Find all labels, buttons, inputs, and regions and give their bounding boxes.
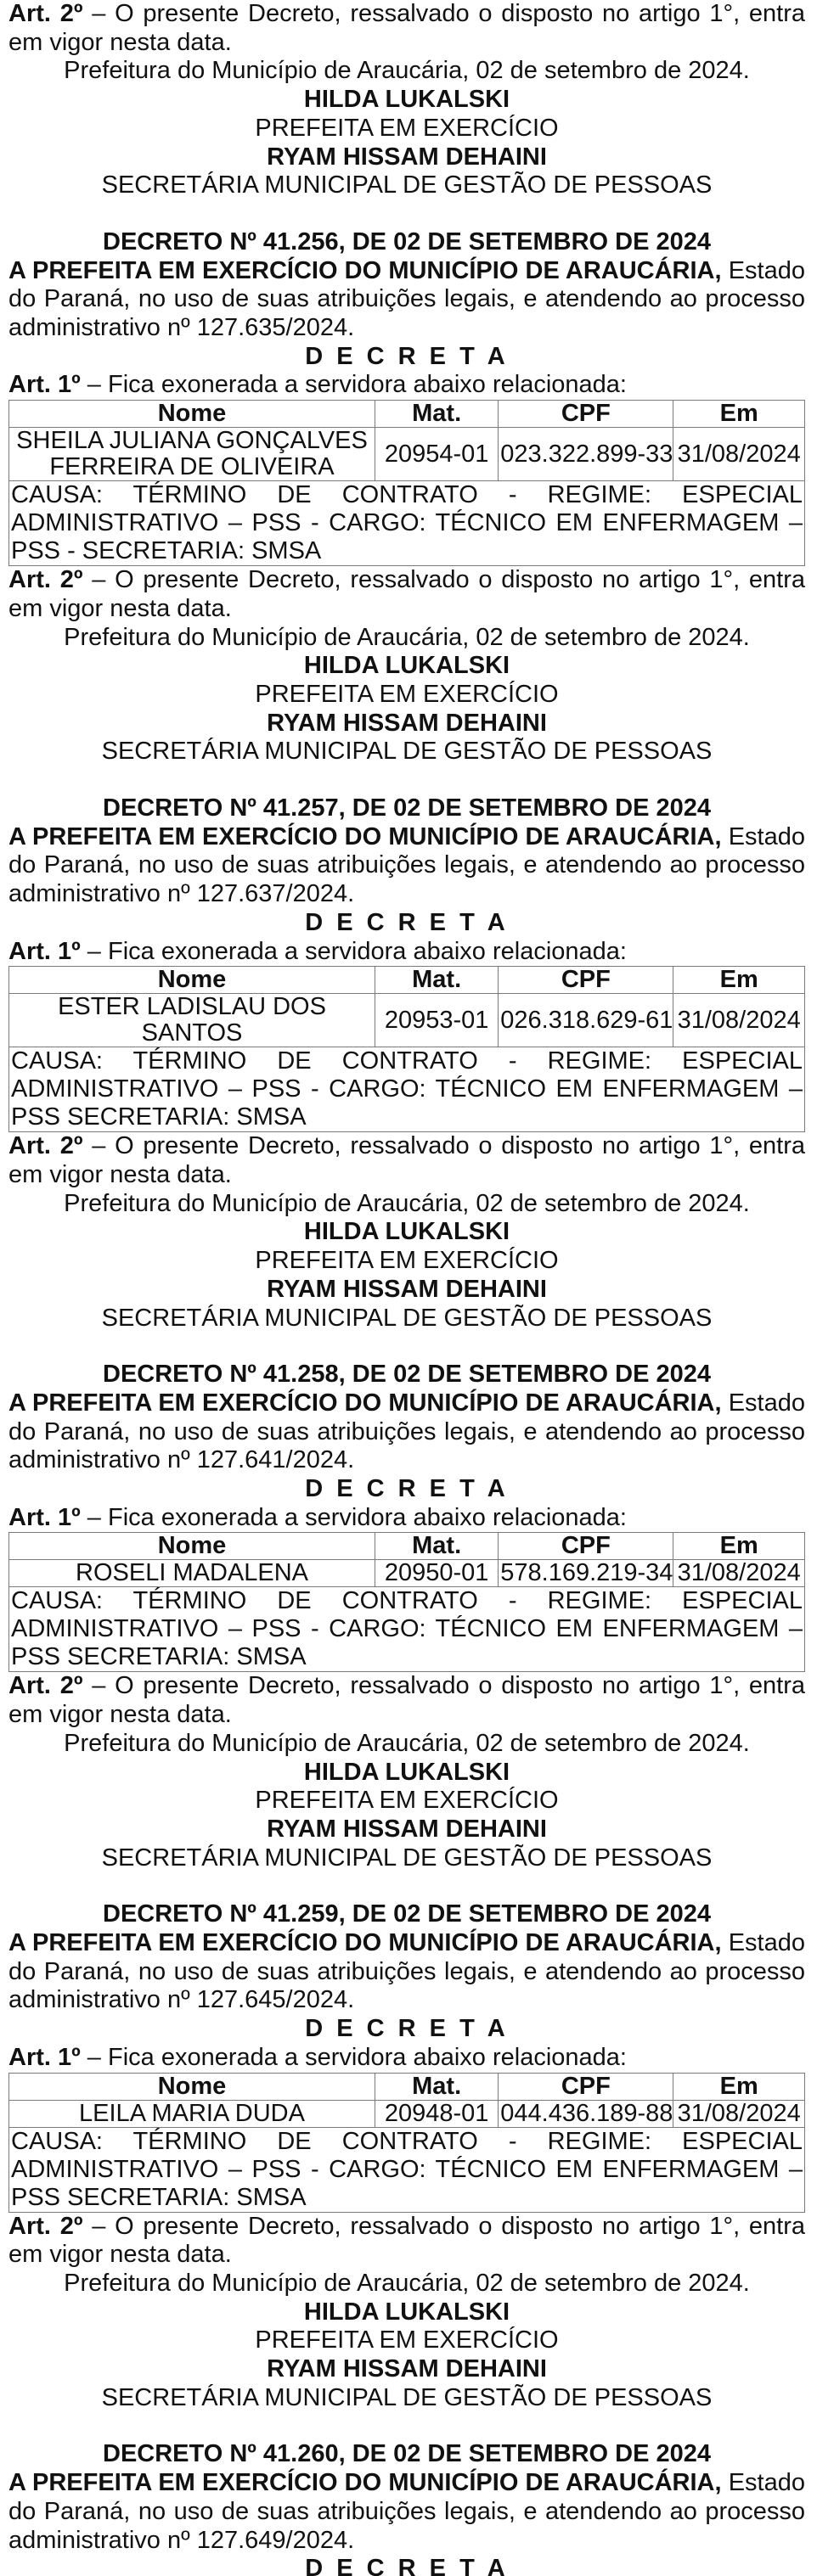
table-cause-row: [9, 1047, 805, 1132]
signer-2-role: SECRETÁRIA MUNICIPAL DE GESTÃO DE PESSOAS: [101, 1304, 713, 1332]
cell-nome: ESTER LADISLAU DOS SANTOS: [9, 994, 375, 1047]
header-mat: Mat.: [375, 401, 499, 428]
signer-1-role: PREFEITA EM EXERCÍCIO: [255, 2326, 559, 2354]
table-row: [9, 2100, 805, 2127]
cell-cpf: 578.169.219-34: [499, 1560, 673, 1587]
table-cause-row: [9, 2127, 805, 2212]
servant-table: [8, 966, 805, 1132]
decree-41258: [8, 1361, 805, 1872]
signer-1-name: HILDA LUKALSKI: [303, 1218, 510, 1246]
cell-em: 31/08/2024: [673, 1560, 805, 1587]
decree-title: DECRETO Nº 41.259, DE 02 DE SETEMBRO DE 2024: [103, 1900, 711, 1928]
intro-text: Estado do Paraná, no uso de suas atribuições legais, e atendendo ao processo administrativo nº 127.641/2024.: [8, 1389, 806, 1474]
place-date: Prefeitura do Município de Araucária, 02 de setembro de 2024.: [64, 623, 750, 651]
table-cause-row: [9, 1587, 805, 1672]
decreta-heading: D E C R E T A: [305, 2015, 509, 2043]
article-2: [8, 0, 805, 57]
header-nome: Nome: [9, 401, 375, 428]
cell-cause: CAUSA: TÉRMINO DE CONTRATO - REGIME: ESPECIAL ADMINISTRATIVO – PSS - CARGO: TÉCNICO EM ENFERMAGEM – PSS SECRETARIA: SMSA: [9, 1587, 805, 1672]
header-cpf: CPF: [499, 2073, 673, 2100]
signer-2-name: RYAM HISSAM DEHAINI: [267, 1275, 547, 1303]
header-nome: Nome: [9, 1533, 375, 1560]
signer-1-role: PREFEITA EM EXERCÍCIO: [255, 1787, 559, 1815]
decree-intro: [8, 823, 805, 909]
header-em: Em: [673, 401, 805, 428]
decree-41259: [8, 1900, 805, 2412]
cell-nome: SHEILA JULIANA GONÇALVES FERREIRA DE OLIVEIRA: [9, 428, 375, 481]
servant-table: [8, 400, 805, 566]
header-cpf: CPF: [499, 1533, 673, 1560]
intro-text: Estado do Paraná, no uso de suas atribuições legais, e atendendo ao processo administrativo nº 127.649/2024.: [8, 2469, 806, 2554]
article-1-text: – Fica exonerada a servidora abaixo relacionada:: [80, 1503, 627, 1531]
article-1: [8, 1504, 805, 1533]
intro-authority: A PREFEITA EM EXERCÍCIO DO MUNICÍPIO DE ARAUCÁRIA,: [8, 1389, 722, 1417]
intro-text: Estado do Paraná, no uso de suas atribuições legais, e atendendo ao processo administrativo nº 127.637/2024.: [8, 822, 806, 908]
signer-2-name: RYAM HISSAM DEHAINI: [267, 2355, 547, 2383]
header-mat: Mat.: [375, 1533, 499, 1560]
article-2-text: – O presente Decreto, ressalvado o disposto no artigo 1°, entra em vigor nesta data.: [8, 2212, 805, 2269]
place-date: Prefeitura do Município de Araucária, 02 de setembro de 2024.: [64, 57, 750, 85]
signer-2-name: RYAM HISSAM DEHAINI: [267, 143, 547, 171]
cell-nome: LEILA MARIA DUDA: [9, 2100, 375, 2127]
cell-em: 31/08/2024: [673, 2100, 805, 2127]
place-date: Prefeitura do Município de Araucária, 02 de setembro de 2024.: [64, 1729, 750, 1757]
intro-text: Estado do Paraná, no uso de suas atribuições legais, e atendendo ao processo administrativo nº 127.635/2024.: [8, 256, 806, 342]
signer-2-role: SECRETÁRIA MUNICIPAL DE GESTÃO DE PESSOAS: [101, 1844, 713, 1872]
decree-title: DECRETO Nº 41.257, DE 02 DE SETEMBRO DE 2024: [103, 794, 711, 822]
cell-cpf: 044.436.189-88: [499, 2100, 673, 2127]
article-1-label: Art. 1º: [8, 2043, 81, 2071]
signer-1-name: HILDA LUKALSKI: [303, 1758, 510, 1786]
article-1: [8, 371, 805, 400]
signer-1-role: PREFEITA EM EXERCÍCIO: [255, 680, 559, 708]
cell-cause: CAUSA: TÉRMINO DE CONTRATO - REGIME: ESPECIAL ADMINISTRATIVO – PSS - CARGO: TÉCNICO EM ENFERMAGEM – PSS SECRETARIA: SMSA: [9, 2127, 805, 2212]
article-2-label: Art. 2º: [8, 566, 83, 594]
article-1-text: – Fica exonerada a servidora abaixo relacionada:: [80, 2043, 627, 2071]
decree-title: DECRETO Nº 41.258, DE 02 DE SETEMBRO DE 2024: [103, 1361, 711, 1389]
decree-intro: [8, 1389, 805, 1475]
header-cpf: CPF: [499, 401, 673, 428]
table-header-row: [9, 2073, 805, 2100]
cell-mat: 20948-01: [375, 2100, 499, 2127]
decree-title: DECRETO Nº 41.256, DE 02 DE SETEMBRO DE 2024: [103, 227, 711, 255]
signer-2-role: SECRETÁRIA MUNICIPAL DE GESTÃO DE PESSOAS: [101, 738, 713, 766]
signer-2-name: RYAM HISSAM DEHAINI: [267, 1815, 547, 1843]
decreta-heading: D E C R E T A: [305, 908, 509, 936]
intro-authority: A PREFEITA EM EXERCÍCIO DO MUNICÍPIO DE ARAUCÁRIA,: [8, 1929, 722, 1957]
decree-tail: [8, 0, 805, 200]
header-em: Em: [673, 967, 805, 994]
article-2-text: – O presente Decreto, ressalvado o disposto no artigo 1°, entra em vigor nesta data.: [8, 1672, 805, 1729]
cell-cause: CAUSA: TÉRMINO DE CONTRATO - REGIME: ESPECIAL ADMINISTRATIVO – PSS - CARGO: TÉCNICO EM ENFERMAGEM – PSS SECRETARIA: SMSA: [9, 1047, 805, 1132]
decree-intro: [8, 257, 805, 343]
table-row: [9, 428, 805, 481]
article-1-label: Art. 1º: [8, 371, 81, 399]
article-2: [8, 1132, 805, 1189]
article-2-label: Art. 2º: [8, 1132, 83, 1160]
table-header-row: [9, 401, 805, 428]
intro-authority: A PREFEITA EM EXERCÍCIO DO MUNICÍPIO DE ARAUCÁRIA,: [8, 822, 722, 850]
intro-authority: A PREFEITA EM EXERCÍCIO DO MUNICÍPIO DE ARAUCÁRIA,: [8, 256, 722, 284]
article-1-text: – Fica exonerada a servidora abaixo relacionada:: [80, 371, 627, 399]
header-nome: Nome: [9, 967, 375, 994]
decreta-heading: D E C R E T A: [305, 2555, 509, 2576]
table-header-row: [9, 1533, 805, 1560]
table-cause-row: [9, 481, 805, 566]
article-2-label: Art. 2º: [8, 1672, 83, 1700]
article-2-text: – O presente Decreto, ressalvado o disposto no artigo 1°, entra em vigor nesta data.: [8, 1132, 805, 1188]
signer-1-role: PREFEITA EM EXERCÍCIO: [255, 114, 559, 142]
header-em: Em: [673, 1533, 805, 1560]
decreta-heading: D E C R E T A: [305, 1475, 509, 1503]
signer-2-role: SECRETÁRIA MUNICIPAL DE GESTÃO DE PESSOAS: [101, 171, 713, 199]
cell-mat: 20950-01: [375, 1560, 499, 1587]
cell-nome: ROSELI MADALENA: [9, 1560, 375, 1587]
header-em: Em: [673, 2073, 805, 2100]
table-header-row: [9, 967, 805, 994]
decree-intro: [8, 2469, 805, 2555]
header-mat: Mat.: [375, 967, 499, 994]
intro-authority: A PREFEITA EM EXERCÍCIO DO MUNICÍPIO DE ARAUCÁRIA,: [8, 2469, 722, 2497]
article-1-label: Art. 1º: [8, 1503, 81, 1531]
article-2-label: Art. 2º: [8, 2212, 83, 2240]
article-2: [8, 2213, 805, 2270]
decree-title: DECRETO Nº 41.260, DE 02 DE SETEMBRO DE 2024: [103, 2440, 711, 2468]
header-cpf: CPF: [499, 967, 673, 994]
servant-table: [8, 2073, 805, 2213]
decree-41256: [8, 228, 805, 766]
decree-41257: [8, 794, 805, 1333]
article-1: [8, 2044, 805, 2073]
signer-2-name: RYAM HISSAM DEHAINI: [267, 709, 547, 737]
place-date: Prefeitura do Município de Araucária, 02 de setembro de 2024.: [64, 2269, 750, 2297]
article-2-text: – O presente Decreto, ressalvado o disposto no artigo 1°, entra em vigor nesta data.: [8, 0, 805, 56]
article-1: [8, 938, 805, 967]
article-2: [8, 1672, 805, 1729]
cell-cpf: 026.318.629-61: [499, 994, 673, 1047]
article-2: [8, 566, 805, 623]
decree-41260: [8, 2440, 805, 2576]
signer-2-role: SECRETÁRIA MUNICIPAL DE GESTÃO DE PESSOAS: [101, 2383, 713, 2411]
article-2-text: – O presente Decreto, ressalvado o disposto no artigo 1°, entra em vigor nesta data.: [8, 566, 805, 622]
table-row: [9, 1560, 805, 1587]
article-2-label: Art. 2º: [8, 0, 83, 27]
article-1-text: – Fica exonerada a servidora abaixo relacionada:: [80, 937, 627, 965]
cell-em: 31/08/2024: [673, 428, 805, 481]
signer-1-name: HILDA LUKALSKI: [303, 652, 510, 680]
decreta-heading: D E C R E T A: [305, 342, 509, 370]
signer-1-name: HILDA LUKALSKI: [303, 86, 510, 114]
table-row: [9, 994, 805, 1047]
cell-mat: 20954-01: [375, 428, 499, 481]
decree-intro: [8, 1929, 805, 2015]
cell-cause: CAUSA: TÉRMINO DE CONTRATO - REGIME: ESPECIAL ADMINISTRATIVO – PSS - CARGO: TÉCNICO EM ENFERMAGEM – PSS - SECRETARIA: SMSA: [9, 481, 805, 566]
cell-cpf: 023.322.899-33: [499, 428, 673, 481]
article-1-label: Art. 1º: [8, 937, 81, 965]
servant-table: [8, 1532, 805, 1672]
signer-1-name: HILDA LUKALSKI: [303, 2298, 510, 2326]
header-nome: Nome: [9, 2073, 375, 2100]
cell-em: 31/08/2024: [673, 994, 805, 1047]
signer-1-role: PREFEITA EM EXERCÍCIO: [255, 1247, 559, 1275]
cell-mat: 20953-01: [375, 994, 499, 1047]
place-date: Prefeitura do Município de Araucária, 02 de setembro de 2024.: [64, 1189, 750, 1217]
intro-text: Estado do Paraná, no uso de suas atribuições legais, e atendendo ao processo administrativo nº 127.645/2024.: [8, 1929, 806, 2014]
header-mat: Mat.: [375, 2073, 499, 2100]
